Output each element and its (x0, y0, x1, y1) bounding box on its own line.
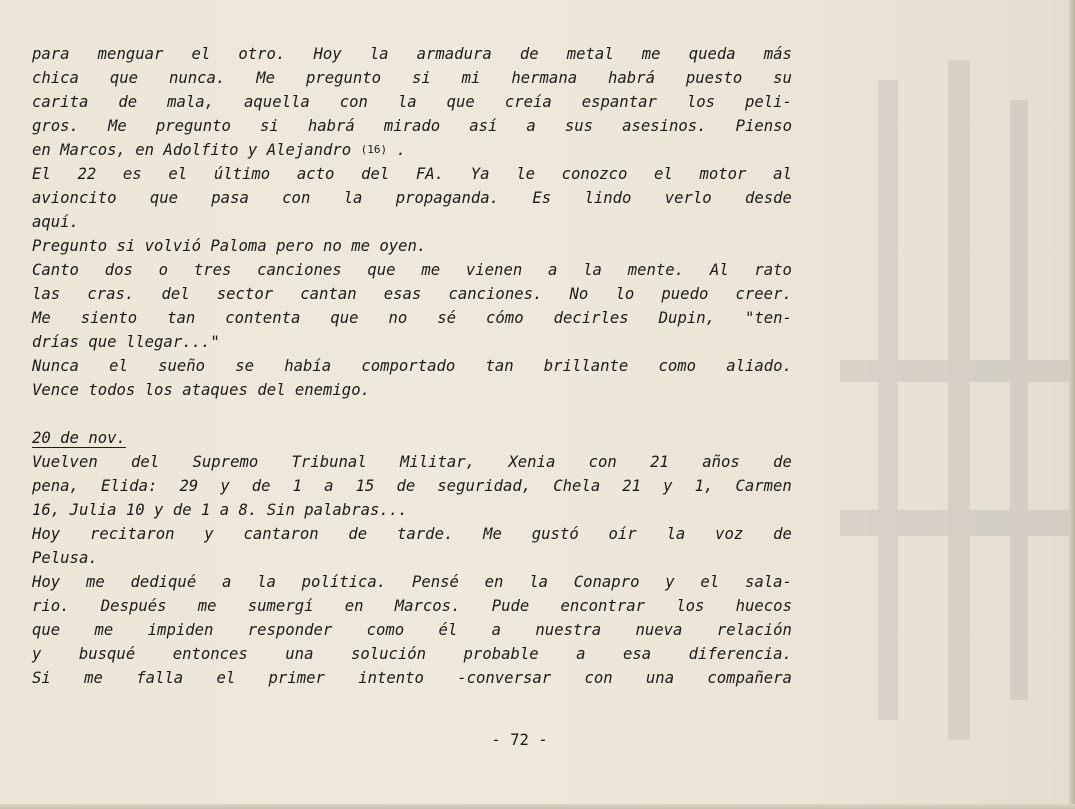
paragraph (32, 450, 792, 522)
word: y (220, 477, 230, 495)
date-heading (32, 426, 792, 450)
word: del (161, 285, 190, 303)
word: esas (383, 285, 422, 303)
text-line (32, 330, 792, 354)
word: 1, (694, 477, 714, 495)
page-edge-bottom (0, 804, 1075, 809)
text-line (32, 234, 792, 258)
word: es (122, 165, 142, 183)
word: el (216, 669, 236, 687)
line-text: drías que llegar..." (32, 333, 220, 351)
text-line (32, 642, 792, 666)
word: Hoy (32, 573, 61, 591)
word: pregunto (155, 117, 231, 135)
word: peli- (745, 93, 792, 111)
word: para (32, 45, 70, 63)
text-line (32, 498, 792, 522)
word: Me (32, 309, 51, 327)
word: Al (709, 261, 729, 279)
word: seguridad, (437, 477, 532, 495)
word: a (576, 645, 586, 663)
word: propaganda. (395, 189, 500, 207)
word: solución (350, 645, 427, 663)
word: con (282, 189, 311, 207)
word: nunca. (168, 69, 226, 87)
word: cómo (486, 309, 524, 327)
word: vienen (465, 261, 523, 279)
line-text: Pregunto si volvió Paloma pero no me oyen. (32, 237, 427, 255)
word: de (118, 93, 138, 111)
word: Tribunal (291, 453, 367, 471)
word: la (666, 525, 686, 543)
word: como (366, 621, 405, 639)
word: de (348, 525, 368, 543)
word: dos (104, 261, 133, 279)
word: Nunca (32, 357, 79, 375)
word: así (469, 117, 498, 135)
word: oír (608, 525, 637, 543)
word: dediqué (130, 573, 197, 591)
word: aquella (244, 93, 310, 111)
word: más (763, 45, 792, 63)
word: Xenia (508, 453, 556, 471)
word: mirado (383, 117, 441, 135)
text-line (32, 210, 792, 234)
word: -conversar (457, 669, 552, 687)
word: Es (532, 189, 552, 207)
word: del (131, 453, 160, 471)
word: primer (268, 669, 325, 687)
word: habrá (307, 117, 355, 135)
word: el (109, 357, 128, 375)
word: lindo (584, 189, 632, 207)
word: asesinos. (622, 117, 707, 135)
word: desde (744, 189, 792, 207)
word: encontrar (560, 597, 645, 615)
word: que (330, 309, 359, 327)
word: como (658, 357, 697, 375)
text-line (32, 570, 792, 594)
word: puesto (685, 69, 743, 87)
word: Pienso (735, 117, 792, 135)
word: el (191, 45, 211, 63)
word: diferencia. (688, 645, 792, 663)
word: verlo (664, 189, 712, 207)
word: canciones. (448, 285, 543, 303)
word: de (396, 477, 416, 495)
paragraph (32, 522, 792, 570)
word: de (519, 45, 539, 63)
word: FA. (415, 165, 445, 183)
word: 22 (77, 165, 97, 183)
word: sé (437, 309, 457, 327)
text-line (32, 282, 792, 306)
word: gustó (531, 525, 579, 543)
word: que (367, 261, 396, 279)
paragraph (32, 162, 792, 234)
word: me (641, 45, 661, 63)
text-line (32, 186, 792, 210)
text-line (32, 42, 792, 66)
word: tarde. (397, 525, 454, 543)
word: las (32, 285, 61, 303)
word: cras. (87, 285, 135, 303)
paragraph (32, 570, 792, 690)
word: en (344, 597, 364, 615)
word: los (686, 93, 716, 111)
word: al (773, 165, 792, 183)
word: conozco (561, 165, 628, 183)
text-line (32, 522, 792, 546)
word: de (773, 453, 792, 471)
word: tan (485, 357, 514, 375)
line-trailing-punctuation: . (396, 141, 406, 159)
word: a (324, 477, 334, 495)
word: 21 (650, 453, 669, 471)
word: entonces (172, 645, 248, 663)
word: Pensé (411, 573, 459, 591)
word: tres (193, 261, 232, 279)
text-line (32, 66, 792, 90)
word: otro. (238, 45, 286, 63)
word: cantan (300, 285, 357, 303)
word: no (388, 309, 408, 327)
word: avioncito (32, 189, 117, 207)
paragraph (32, 258, 792, 354)
word: los (676, 597, 705, 615)
word: chica (32, 69, 79, 87)
paragraph-gap (32, 402, 792, 426)
word: política. (301, 573, 387, 591)
word: 15 (355, 477, 375, 495)
word: y (663, 477, 673, 495)
word: falla (136, 669, 184, 687)
text-line (32, 90, 792, 114)
word: me (421, 261, 441, 279)
text-line (32, 354, 792, 378)
word: comportado (361, 357, 456, 375)
word: sumergí (247, 597, 314, 615)
word: de (773, 525, 792, 543)
word: Me (108, 117, 127, 135)
word: a (548, 261, 558, 279)
text-line (32, 666, 792, 690)
word: la (583, 261, 602, 279)
text-line (32, 474, 792, 498)
word: si (259, 117, 279, 135)
paragraph (32, 234, 792, 258)
word: el (168, 165, 188, 183)
word: Después (100, 597, 167, 615)
word: Vuelven (32, 453, 98, 471)
show-through-artwork (840, 60, 1075, 740)
date-heading-text: 20 de nov. (32, 429, 126, 447)
word: último (213, 165, 271, 183)
word: y (665, 573, 675, 591)
word: decirles (553, 309, 629, 327)
word: relación (716, 621, 792, 639)
word: esa (623, 645, 652, 663)
word: de (251, 477, 271, 495)
word: motor (699, 165, 747, 183)
word: Canto (32, 261, 79, 279)
word: años (702, 453, 740, 471)
word: sala- (744, 573, 792, 591)
text-line (32, 258, 792, 282)
word: aliado. (726, 357, 792, 375)
word: una (285, 645, 314, 663)
word: puedo (661, 285, 709, 303)
diary-text (32, 42, 792, 690)
word: del (361, 165, 390, 183)
word: la (397, 93, 417, 111)
word: responder (247, 621, 333, 639)
word: Carmen (735, 477, 792, 495)
footnote-reference: (16) (360, 143, 388, 156)
word: Me (483, 525, 502, 543)
line-text: aquí. (32, 213, 79, 231)
word: carita (32, 93, 89, 111)
word: Marcos. (394, 597, 461, 615)
word: y (32, 645, 42, 663)
paragraph (32, 42, 792, 162)
word: canciones (257, 261, 342, 279)
word: mente. (627, 261, 685, 279)
word: con (588, 453, 617, 471)
word: sueño (158, 357, 206, 375)
word: hermana (511, 69, 578, 87)
page-edge-right (1069, 0, 1075, 809)
word: una (645, 669, 675, 687)
word: Hoy (32, 525, 61, 543)
text-line (32, 594, 792, 618)
word: y (204, 525, 214, 543)
word: busqué (78, 645, 136, 663)
word: rio. (32, 597, 70, 615)
word: la (369, 45, 389, 63)
word: "ten- (745, 309, 792, 327)
word: el (700, 573, 720, 591)
word: lo (615, 285, 635, 303)
word: compañera (707, 669, 792, 687)
word: No (569, 285, 589, 303)
word: nueva (635, 621, 683, 639)
text-line (32, 378, 792, 402)
word: tan (167, 309, 196, 327)
word: cantaron (243, 525, 319, 543)
word: su (773, 69, 792, 87)
word: brillante (543, 357, 629, 375)
word: en (484, 573, 504, 591)
word: armadura (416, 45, 492, 63)
word: rato (754, 261, 792, 279)
word: la (529, 573, 548, 591)
word: sus (564, 117, 594, 135)
word: Si (32, 669, 51, 687)
word: si (411, 69, 431, 87)
word: creía (504, 93, 552, 111)
word: sector (216, 285, 274, 303)
page-number-label: - 72 - (491, 731, 548, 749)
line-text: 16, Julia 10 y de 1 a 8. Sin palabras... (32, 501, 408, 519)
word: Conapro (573, 573, 640, 591)
word: huecos (735, 597, 792, 615)
word: Elida: (101, 477, 158, 495)
word: pasa (211, 189, 249, 207)
line-text: Pelusa. (32, 549, 98, 567)
word: Me (256, 69, 276, 87)
text-line (32, 618, 792, 642)
word: Militar, (399, 453, 476, 471)
word: a (526, 117, 536, 135)
word: con (339, 93, 368, 111)
word: la (343, 189, 363, 207)
word: mala, (167, 93, 215, 111)
word: nuestra (535, 621, 602, 639)
word: Dupin, (658, 309, 716, 327)
word: Pude (491, 597, 530, 615)
word: queda (688, 45, 736, 63)
word: pregunto (305, 69, 382, 87)
word: intento (358, 669, 424, 687)
word: impiden (147, 621, 214, 639)
word: el (654, 165, 673, 183)
word: a (221, 573, 232, 591)
word: había (284, 357, 332, 375)
word: o (158, 261, 169, 279)
text-line (32, 546, 792, 570)
word: Hoy (313, 45, 342, 63)
word: con (584, 669, 613, 687)
word: Chela (553, 477, 601, 495)
word: acto (296, 165, 335, 183)
word: 29 (179, 477, 199, 495)
word: voz (715, 525, 744, 543)
word: El (32, 165, 51, 183)
word: gros. (32, 117, 79, 135)
word: creer. (735, 285, 792, 303)
word: menguar (97, 45, 164, 63)
line-text: en Marcos, en Adolfito y Alejandro (32, 141, 352, 159)
word: me (85, 573, 105, 591)
word: Ya (470, 165, 490, 183)
word: probable (463, 645, 539, 663)
text-line (32, 138, 792, 162)
word: él (438, 621, 458, 639)
word: que (446, 93, 475, 111)
word: espantar (581, 93, 657, 111)
word: a (491, 621, 502, 639)
word: me (197, 597, 217, 615)
word: 1 (292, 477, 303, 495)
word: que (109, 69, 139, 87)
word: 21 (622, 477, 642, 495)
word: contenta (225, 309, 301, 327)
word: Supremo (192, 453, 259, 471)
text-line (32, 162, 792, 186)
word: siento (80, 309, 138, 327)
paragraph (32, 354, 792, 402)
page-number (0, 731, 1075, 749)
word: recitaron (89, 525, 175, 543)
word: metal (566, 45, 614, 63)
line-text: Vence todos los ataques del enemigo. (32, 381, 370, 399)
word: me (94, 621, 114, 639)
word: mi (461, 69, 481, 87)
text-line (32, 450, 792, 474)
word: que (149, 189, 178, 207)
word: me (84, 669, 103, 687)
word: la (257, 573, 276, 591)
text-line (32, 114, 792, 138)
text-line (32, 306, 792, 330)
word: que (32, 621, 61, 639)
word: le (516, 165, 535, 183)
word: pena, (32, 477, 79, 495)
word: se (235, 357, 255, 375)
word: habrá (608, 69, 655, 87)
